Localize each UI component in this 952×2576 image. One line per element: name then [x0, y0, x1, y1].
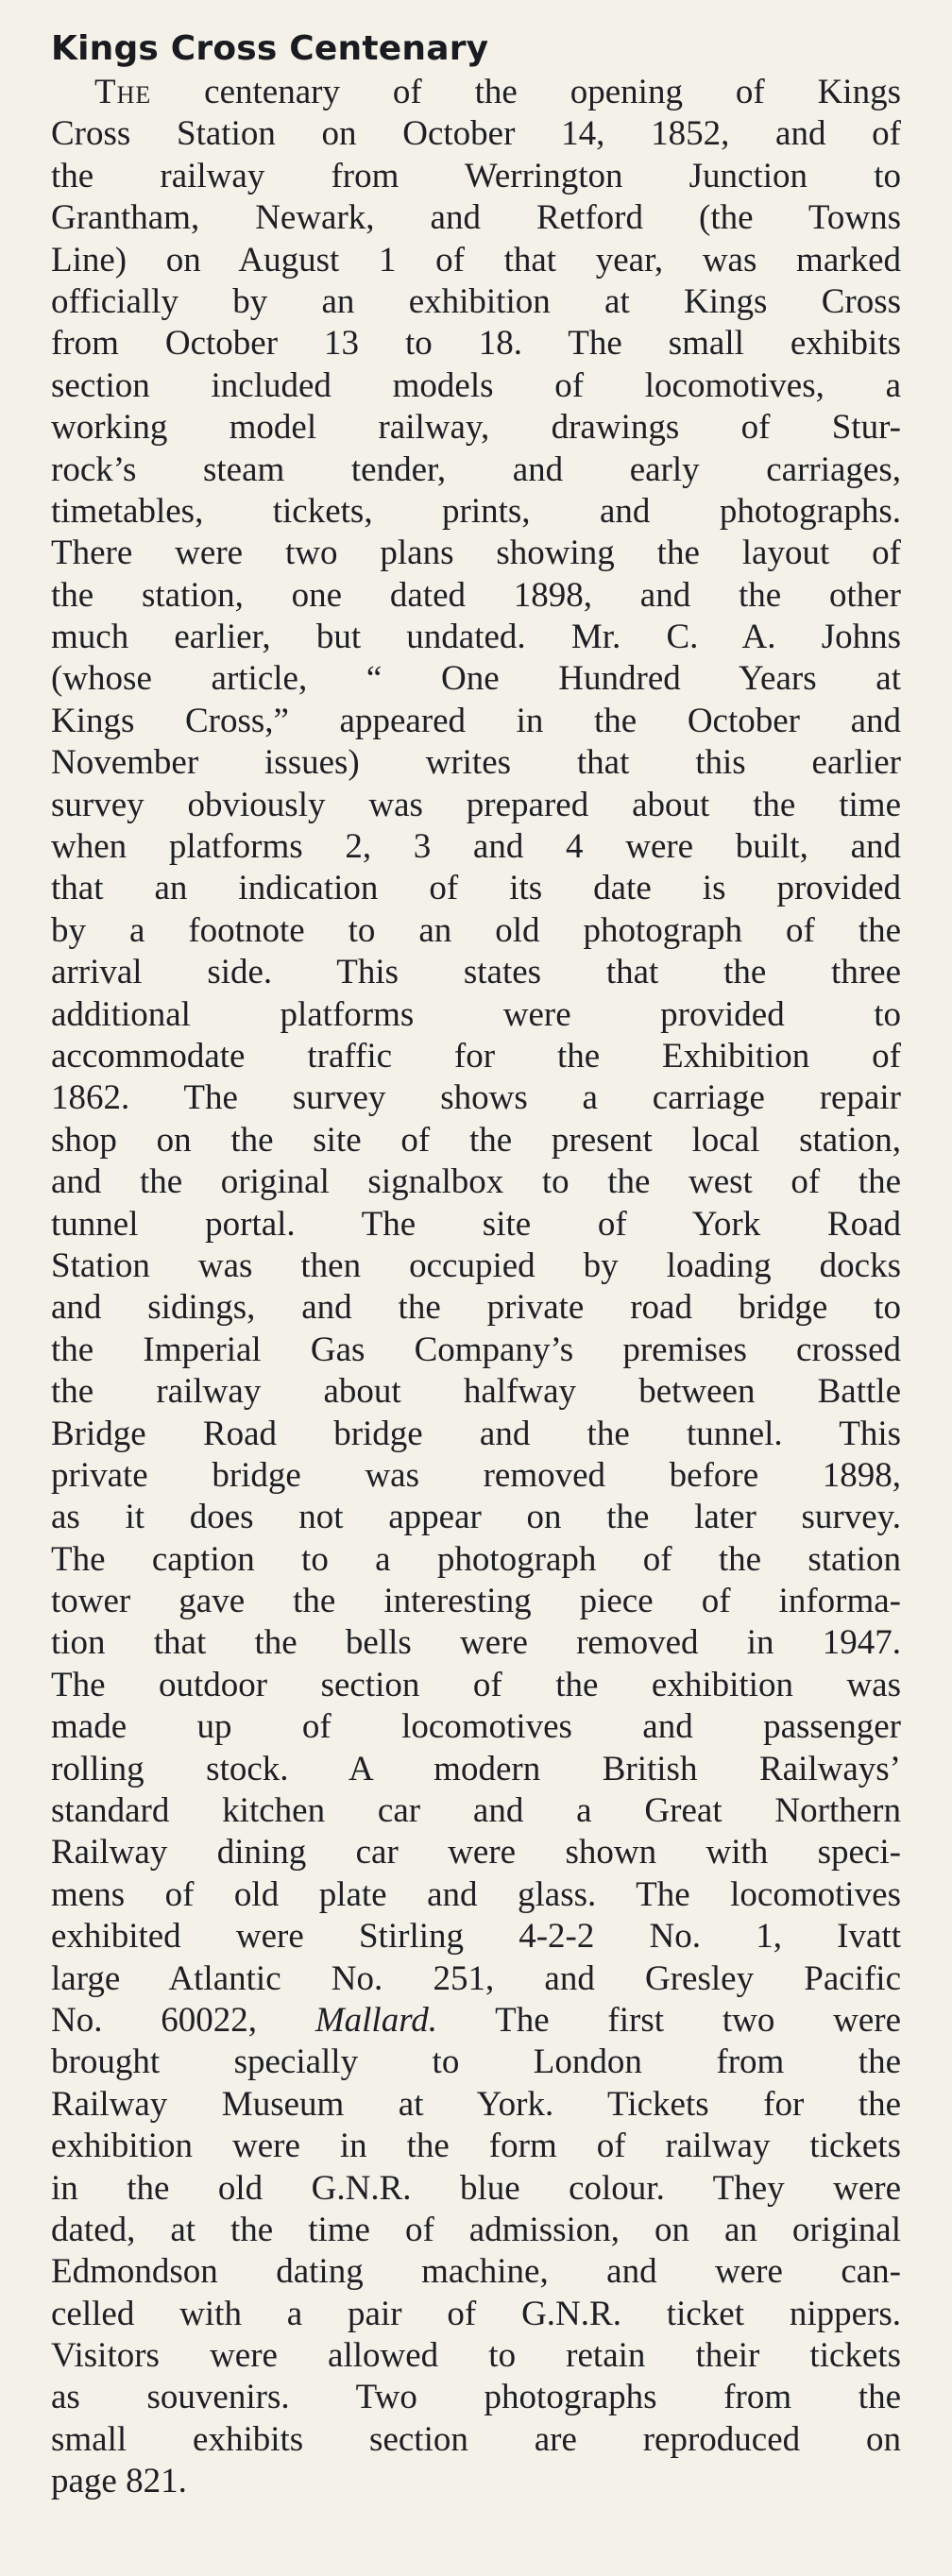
article-line: Bridge Road bridge and the tunnel. This — [51, 1414, 901, 1453]
article-line: Railway Museum at York. Tickets for the — [51, 2084, 901, 2124]
article-line: in the old G.N.R. blue colour. They were — [51, 2168, 901, 2208]
article-line: shop on the site of the present local station, — [51, 1120, 901, 1160]
article-line: Kings Cross,” appeared in the October and — [51, 701, 901, 740]
article-line: that an indication of its date is provided — [51, 869, 901, 908]
article-line: mens of old plate and glass. The locomotives — [51, 1874, 901, 1914]
article-line: much earlier, but undated. Mr. C. A. Johns — [51, 618, 901, 657]
article-lines-block — [51, 113, 901, 2000]
article-line: rock’s steam tender, and early carriages, — [51, 449, 901, 489]
document-page — [51, 28, 901, 2503]
article-line: Railway dining car were shown with speci- — [51, 1833, 901, 1873]
article-line — [51, 2000, 901, 2042]
article-line: and sidings, and the private road bridge to — [51, 1288, 901, 1328]
article-title: Kings Cross Centenary — [51, 29, 489, 68]
article-line: from October 13 to 18. The small exhibits — [51, 324, 901, 364]
article-line: survey obviously was prepared about the time — [51, 785, 901, 824]
mallard-pre: No. 60022, — [51, 2000, 315, 2040]
article-line: 1862. The survey shows a carriage repair — [51, 1078, 901, 1118]
article-line: exhibited were Stirling 4-2-2 No. 1, Ivatt — [51, 1917, 901, 1957]
article-line: exhibition were in the form of railway tickets — [51, 2127, 901, 2166]
article-line: tunnel portal. The site of York Road — [51, 1204, 901, 1244]
article-lines-block — [51, 2042, 901, 2461]
article-last-line: page 821. — [51, 2462, 187, 2501]
lead-rest: centenary of the opening of Kings — [151, 73, 901, 111]
article-line: (whose article, “ One Hundred Years at — [51, 659, 901, 699]
article-line: accommodate traffic for the Exhibition of — [51, 1036, 901, 1076]
article-line: additional platforms were provided to — [51, 994, 901, 1034]
article-body — [51, 72, 901, 2503]
article-line: celled with a pair of G.N.R. ticket nippers. — [51, 2294, 901, 2333]
article-line: as souvenirs. Two photographs from the — [51, 2378, 901, 2417]
article-line: when platforms 2, 3 and 4 were built, and — [51, 827, 901, 867]
article-line: standard kitchen car and a Great Northern — [51, 1791, 901, 1831]
mallard-post: The first two were — [436, 2000, 901, 2040]
article-line: The outdoor section of the exhibition was — [51, 1665, 901, 1704]
article-line: Station was then occupied by loading docks — [51, 1246, 901, 1285]
article-line: as it does not appear on the later survey. — [51, 1498, 901, 1537]
article-line: arrival side. This states that the three — [51, 953, 901, 992]
article-line: Line) on August 1 of that year, was marked — [51, 240, 901, 280]
article-line: the Imperial Gas Company’s premises crossed — [51, 1330, 901, 1369]
article-line: the station, one dated 1898, and the other — [51, 575, 901, 615]
article-line: tower gave the interesting piece of informa- — [51, 1582, 901, 1621]
article-line: dated, at the time of admission, on an original — [51, 2210, 901, 2249]
article-line: officially by an exhibition at Kings Cross — [51, 281, 901, 321]
article-line: rolling stock. A modern British Railways’ — [51, 1749, 901, 1788]
article-line: the railway from Werrington Junction to — [51, 156, 901, 195]
article-line: large Atlantic No. 251, and Gresley Pacific — [51, 1958, 901, 1998]
article-line: Cross Station on October 14, 1852, and of — [51, 114, 901, 154]
article-line — [51, 72, 901, 113]
article-line: Visitors were allowed to retain their tickets — [51, 2336, 901, 2376]
lead-smallcaps: The — [94, 73, 152, 111]
article-line: Grantham, Newark, and Retford (the Towns — [51, 198, 901, 238]
article-line: made up of locomotives and passenger — [51, 1707, 901, 1747]
article-line: November issues) writes that this earlier — [51, 743, 901, 783]
article-line: brought specially to London from the — [51, 2042, 901, 2082]
article-line: Edmondson dating machine, and were can- — [51, 2252, 901, 2292]
article-line: timetables, tickets, prints, and photographs. — [51, 491, 901, 531]
mallard-name: Mallard. — [314, 2000, 437, 2040]
article-line: small exhibits section are reproduced on — [51, 2419, 901, 2459]
article-line: There were two plans showing the layout of — [51, 534, 901, 573]
article-line: private bridge was removed before 1898, — [51, 1455, 901, 1495]
article-line: the railway about halfway between Battle — [51, 1372, 901, 1412]
article-line: The caption to a photograph of the station — [51, 1539, 901, 1579]
article-line: section included models of locomotives, a — [51, 365, 901, 405]
article-line: and the original signalbox to the west of the — [51, 1162, 901, 1202]
article-line: working model railway, drawings of Stur- — [51, 408, 901, 448]
article-line: tion that the bells were removed in 1947. — [51, 1623, 901, 1663]
article-line: by a footnote to an old photograph of the — [51, 910, 901, 950]
